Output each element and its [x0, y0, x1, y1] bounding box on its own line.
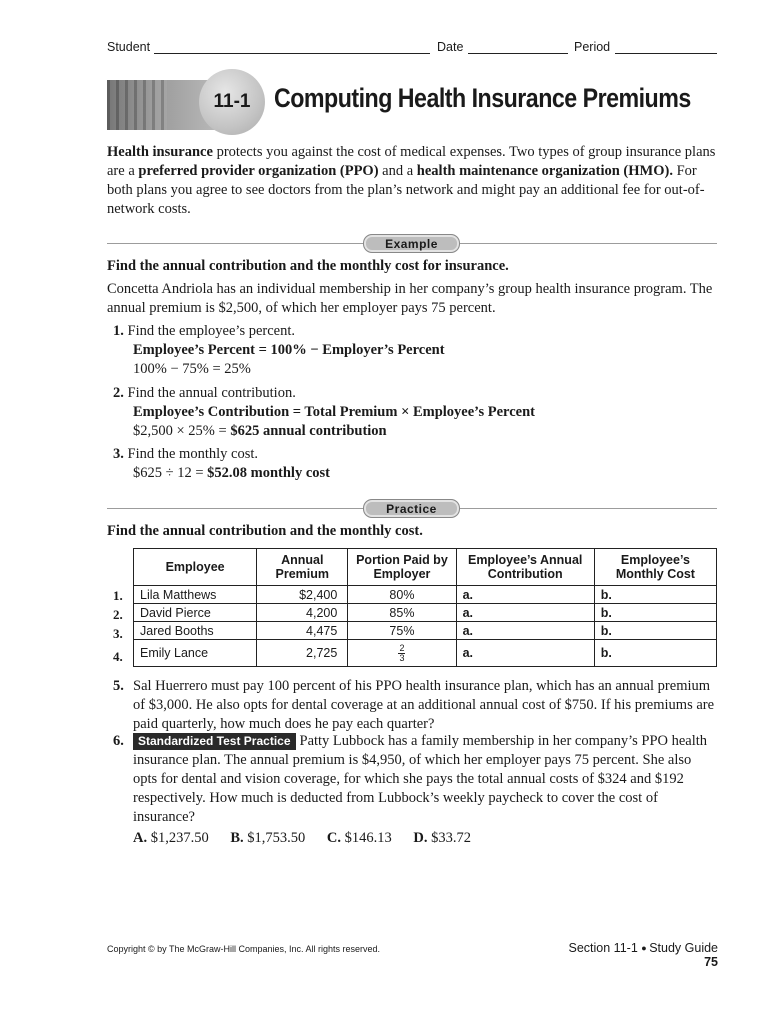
- table-row: Lila Matthews $2,400 80% a. b.: [134, 586, 717, 604]
- practice-label: Practice: [363, 499, 460, 518]
- row-number-1: 1.: [113, 588, 123, 603]
- choice-c[interactable]: C. $146.13: [326, 830, 392, 846]
- col-header-employee: Employee: [134, 549, 257, 586]
- footer-guide: Study Guide: [649, 941, 718, 955]
- table-row: Jared Booths 4,475 75% a. b.: [134, 622, 717, 640]
- answer-cell-b[interactable]: b.: [594, 586, 716, 604]
- table-row: David Pierce 4,200 85% a. b.: [134, 604, 717, 622]
- row-number-4: 4.: [113, 649, 123, 664]
- date-label: Date: [437, 40, 464, 54]
- table-header-row: [134, 549, 717, 586]
- example-step-3: 3. Find the monthly cost. $625 ÷ 12 = $52.08 monthly cost: [113, 446, 330, 481]
- example-step-2: 2. Find the annual contribution. Employee’s Contribution = Total Premium × Employee’s Percent $2,500 × 25% = $625 annual contribution: [113, 385, 535, 439]
- step-3-calc: $625 ÷ 12 = $52.08 monthly cost: [133, 465, 330, 481]
- choice-d[interactable]: D. $33.72: [413, 830, 471, 846]
- footer-section: Section 11-1: [568, 941, 638, 955]
- answer-cell-b[interactable]: b.: [594, 604, 716, 622]
- period-field[interactable]: [615, 53, 717, 54]
- col-header-premium: Annual Premium: [257, 549, 348, 586]
- col-header-monthly: Employee’s Monthly Cost: [594, 549, 716, 586]
- standardized-test-badge: Standardized Test Practice: [133, 733, 296, 750]
- row-number-2: 2.: [113, 607, 123, 622]
- choice-b[interactable]: B. $1,753.50: [230, 830, 306, 846]
- practice-table: [133, 548, 717, 667]
- page-number: 75: [704, 955, 718, 969]
- example-heading: Find the annual contribution and the monthly cost for insurance.: [107, 258, 509, 274]
- student-info-header: [107, 40, 717, 58]
- answer-cell-a[interactable]: a.: [456, 586, 594, 604]
- step-1-calc: 100% − 75% = 25%: [133, 361, 251, 377]
- fraction-cell: $\frac{2}{3}$: [348, 640, 456, 667]
- example-step-1: 1. Find the employee’s percent. Employee’s Percent = 100% − Employer’s Percent 100% − 75% = 25%: [113, 323, 445, 377]
- practice-heading: Find the annual contribution and the monthly cost.: [107, 523, 423, 539]
- step-2-calc: $2,500 × 25% = $625 annual contribution: [133, 423, 387, 439]
- term-ppo: preferred provider organization (PPO): [138, 163, 379, 179]
- answer-cell-b[interactable]: b.: [594, 622, 716, 640]
- bullet-icon: ●: [641, 943, 650, 953]
- answer-cell-b[interactable]: b.: [594, 640, 716, 667]
- step-2-formula: Employee’s Contribution = Total Premium × Employee’s Percent: [133, 404, 535, 420]
- question-5: 5. Sal Huerrero must pay 100 percent of his PPO health insurance plan, which has an annual premium of $3,000. He also opts for dental coverage at an additional annual cost of $750. If his premiums are paid quarterly, how much does he pay each quarter?: [113, 678, 715, 732]
- example-scenario: Concetta Andriola has an individual membership in her company’s group health insurance program. The annual premium is $2,500, of which her employer pays 75 percent.: [107, 281, 713, 316]
- col-header-portion: Portion Paid by Employer: [348, 549, 456, 586]
- col-header-contribution: Employee’s Annual Contribution: [456, 549, 594, 586]
- page-footer: [548, 941, 718, 969]
- example-label: Example: [363, 234, 460, 253]
- term-health-insurance: Health insurance: [107, 144, 213, 160]
- row-number-3: 3.: [113, 626, 123, 641]
- choice-a[interactable]: A. $1,237.50: [133, 830, 209, 846]
- answer-choices: [133, 829, 471, 848]
- student-label: Student: [107, 40, 151, 54]
- copyright-notice: Copyright © by The McGraw-Hill Companies, Inc. All rights reserved.: [107, 944, 381, 954]
- answer-cell-a[interactable]: a.: [456, 604, 594, 622]
- term-hmo: health maintenance organization (HMO).: [416, 163, 673, 179]
- answer-cell-a[interactable]: a.: [456, 640, 594, 667]
- question-6: 6. Standardized Test Practice Patty Lubbock has a family membership in her company’s PPO health insurance plan. The annual premium is $4,950, of which her employer pays 75 percent. She also opts for dental and vision coverage, for which she pays the total annual costs of $324 and $192 respectively. How much is deducted from Lubbock’s weekly paycheck to cover the cost of insurance?: [113, 733, 708, 825]
- table-row: Emily Lance 2,725 $\frac{2}{3}$ a. b.: [134, 640, 717, 667]
- lesson-number-badge: 11-1: [199, 69, 265, 135]
- student-name-field[interactable]: [154, 53, 430, 54]
- step-1-formula: Employee’s Percent = 100% − Employer’s Percent: [133, 342, 445, 358]
- answer-cell-a[interactable]: a.: [456, 622, 594, 640]
- date-field[interactable]: [468, 53, 568, 54]
- intro-paragraph: Health insurance protects you against the cost of medical expenses. Two types of group insurance plans are a preferred provider organization (PPO) and a health maintenance organization (HMO). For both plans you agree to see doctors from the plan’s network and might pay an additional fee for out-of-network costs.: [107, 144, 716, 217]
- period-label: Period: [574, 40, 611, 54]
- page-title: Computing Health Insurance Premiums: [274, 83, 691, 113]
